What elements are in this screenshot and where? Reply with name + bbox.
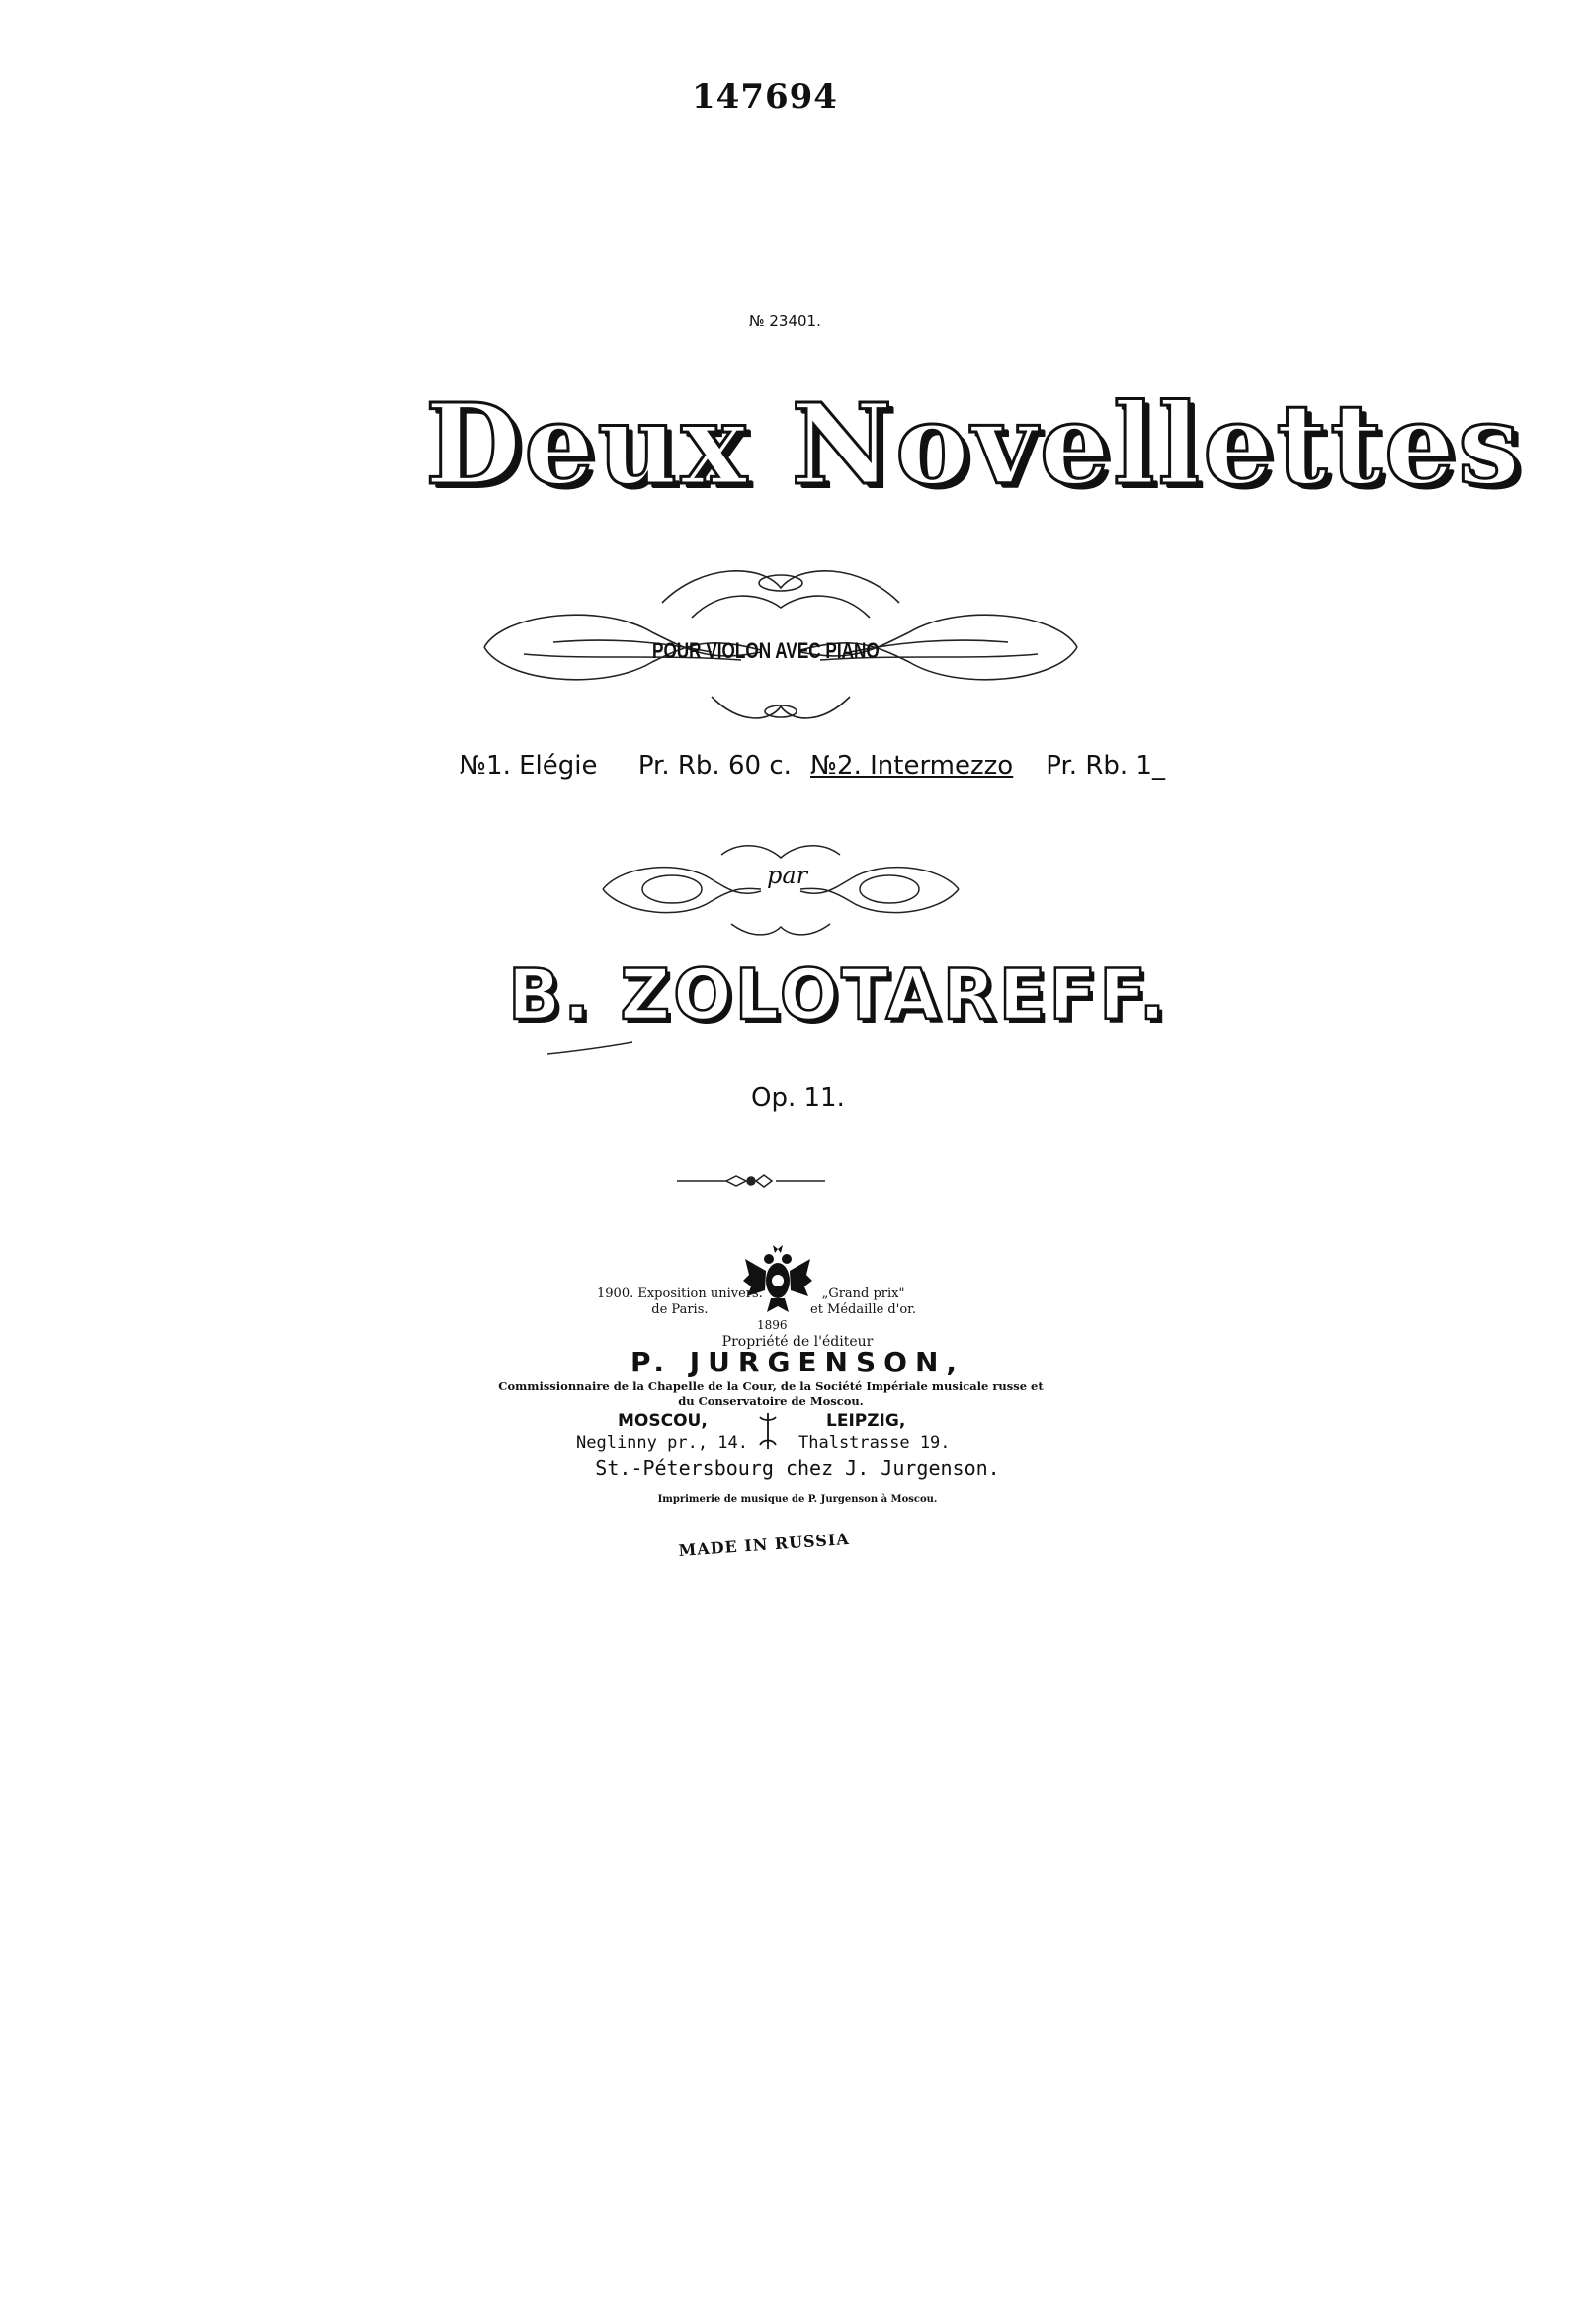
flourish-ornament-par [593,830,968,949]
city-moscow: MOSCOU, [618,1411,708,1431]
work-1-price: Pr. Rb. 60 c. [637,751,792,781]
propriete-line: Propriété de l'éditeur [721,1334,874,1350]
publisher-commission: Commissionnaire de la Chapelle de la Cour, de la Société Impériale musicale russe et du Conservatoire de Moscou. [498,1379,1044,1408]
leipzig-address: Thalstrasse 19. [798,1433,951,1452]
subtitle: POUR VIOLON AVEC PIANO [652,638,880,663]
work-2-price: Pr. Rb. 1_ [1046,751,1165,781]
composer-name: B. ZOLOTAREFF. [508,954,1169,1036]
moscow-address: Neglinny pr., 14. [576,1433,748,1452]
city-leipzig: LEIPZIG, [826,1411,906,1431]
work-2 [810,751,1165,781]
opus-number: Op. 11. [751,1083,845,1113]
made-in-russia-stamp: MADE IN RUSSIA [678,1529,851,1560]
library-number: 147694 [692,77,838,117]
plate-number: № 23401. [749,312,821,330]
work-1-title: №1. Elégie [460,751,598,781]
stpetersburg-line: St.-Pétersbourg chez J. Jurgenson. [595,1456,1000,1480]
anchor-icon [757,1409,779,1452]
composer-underline-mark [546,1039,634,1059]
work-1 [460,751,792,781]
main-title: Deux Novellettes [425,380,1524,510]
publisher-name: P. JURGENSON, [630,1346,965,1378]
exposition-right-line1: „Grand prix" [821,1286,905,1301]
exposition-left-line1: 1900. Exposition univers. [597,1286,763,1301]
exposition-right [810,1286,916,1318]
work-2-title: №2. Intermezzo [810,751,1014,781]
exposition-left-line2: de Paris. [651,1302,709,1317]
divider-ornament [677,1171,825,1191]
par-label: par [767,862,808,889]
exposition-right-line2: et Médaille d'or. [810,1302,917,1317]
exposition-year: 1896 [757,1318,788,1332]
imprimerie-line: Imprimerie de musique de P. Jurgenson à Moscou. [657,1494,938,1505]
exposition-left [597,1286,763,1318]
